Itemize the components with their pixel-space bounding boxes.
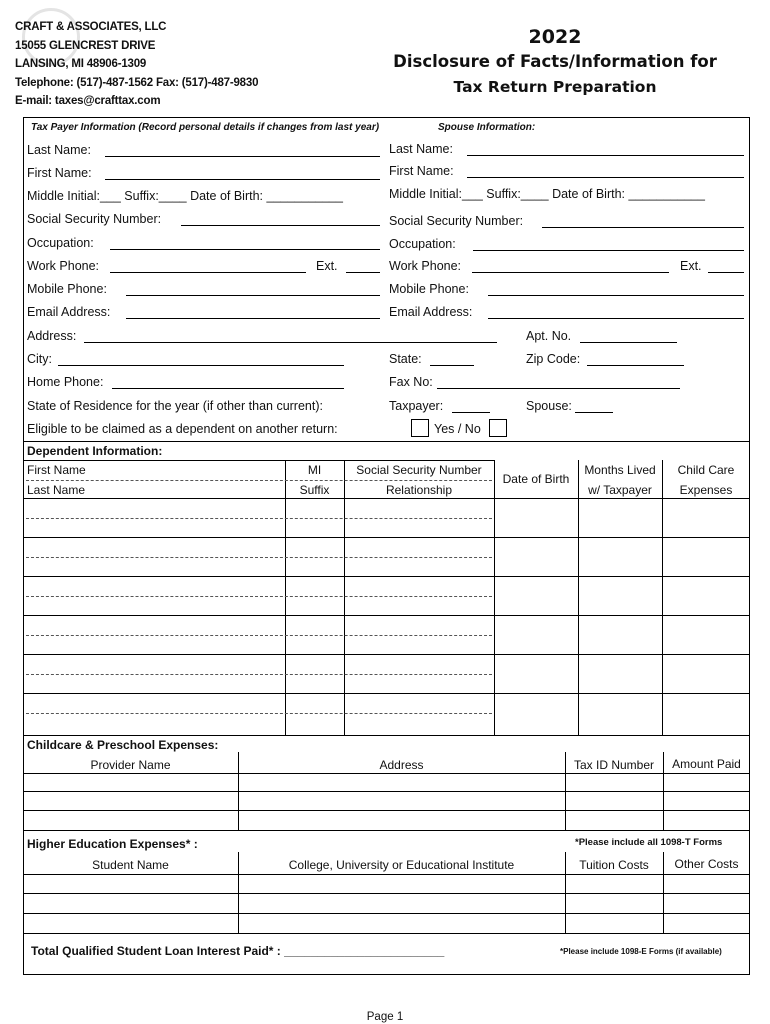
tp-first-name-label: First Name: (27, 166, 92, 180)
childcare-title: Childcare & Preschool Expenses: (27, 738, 219, 752)
sp-work-phone-field[interactable] (472, 272, 669, 273)
tp-ssn-label: Social Security Number: (27, 212, 162, 226)
page-number: Page 1 (366, 1011, 404, 1023)
dependents-title: Dependent Information: (27, 444, 163, 458)
ed-college-header: College, University or Educational Institute (288, 858, 515, 872)
firm-phone: Telephone: (517)-487-1562 Fax: (517)-487-9830 (15, 76, 259, 89)
tp-first-name-field[interactable] (105, 179, 380, 180)
dep-first-name-header: First Name (27, 463, 86, 477)
tp-work-phone-label: Work Phone: (27, 259, 100, 273)
firm-city: LANSING, MI 48906-1309 (15, 58, 147, 70)
tp-mobile-label: Mobile Phone: (27, 282, 107, 296)
ed-row-rule (23, 874, 750, 875)
firm-name: CRAFT & ASSOCIATES, LLC (15, 21, 167, 33)
residence-taxpayer-field[interactable] (452, 412, 490, 413)
student-loan-interest-field[interactable]: Total Qualified Student Loan Interest Paid* : ________________________ (31, 944, 445, 958)
home-phone-field[interactable] (112, 388, 344, 389)
student-loan-note: *Please include 1098-E Forms (if available) (560, 947, 722, 956)
dep-row-rule (23, 576, 750, 577)
dep-row-split (26, 516, 492, 519)
tp-ssn-field[interactable] (181, 225, 380, 226)
sp-last-name-label: Last Name: (389, 142, 453, 156)
ed-student-header: Student Name (92, 858, 169, 872)
dep-months-header-2: w/ Taxpayer (588, 483, 652, 497)
dep-row-split (26, 594, 492, 597)
cc-amount-header: Amount Paid (672, 757, 741, 771)
dep-suffix-header: Suffix (299, 483, 330, 497)
education-title: Higher Education Expenses* : (27, 837, 198, 851)
dep-header-rule (23, 460, 494, 461)
ed-tuition-header: Tuition Costs (579, 858, 649, 872)
dep-row-rule (23, 693, 750, 694)
sp-occupation-label: Occupation: (389, 237, 456, 251)
home-phone-label: Home Phone: (27, 375, 104, 389)
sp-work-phone-label: Work Phone: (389, 259, 462, 273)
dep-row-split (26, 555, 492, 558)
tp-last-name-field[interactable] (105, 156, 380, 157)
spouse-header: Spouse Information: (438, 122, 536, 133)
dependents-top-rule (23, 441, 750, 442)
education-note: *Please include all 1098-T Forms (575, 837, 723, 848)
residence-spouse-label: Spouse: (526, 399, 572, 413)
dep-dob-header: Date of Birth (502, 472, 570, 486)
residence-label: State of Residence for the year (if other than current): (27, 399, 323, 413)
cc-row-rule (23, 773, 750, 774)
dep-months-header-1: Months Lived (584, 463, 656, 477)
dep-care-header-1: Child Care (677, 463, 735, 477)
dep-header-split (26, 478, 492, 481)
dep-mi-header: MI (307, 463, 322, 477)
firm-street: 15055 GLENCREST DRIVE (15, 39, 156, 52)
form-subtitle: Tax Return Preparation (453, 78, 657, 96)
tp-last-name-label: Last Name: (27, 143, 91, 157)
state-label: State: (389, 352, 422, 366)
tp-occupation-label: Occupation: (27, 236, 94, 250)
firm-email: E-mail: taxes@crafttax.com (15, 95, 161, 107)
tp-email-label: Email Address: (27, 305, 111, 319)
tp-ext-label: Ext. (316, 259, 338, 273)
city-field[interactable] (58, 365, 344, 366)
dep-relationship-header: Relationship (385, 483, 453, 497)
tp-middle-initial-row[interactable]: Middle Initial:___ Suffix:____ Date of Birth: ___________ (27, 189, 343, 203)
tp-email-field[interactable] (126, 318, 380, 319)
sp-ssn-label: Social Security Number: (389, 214, 524, 228)
sp-mobile-label: Mobile Phone: (389, 282, 469, 296)
form-year: 2022 (528, 26, 582, 48)
sp-ssn-field[interactable] (542, 227, 744, 228)
state-field[interactable] (430, 365, 474, 366)
apt-field[interactable] (580, 342, 677, 343)
cc-address-header: Address (379, 758, 424, 772)
sp-email-field[interactable] (488, 318, 744, 319)
education-bottom-rule (23, 933, 750, 934)
dependents-bottom-rule (23, 735, 750, 736)
address-field[interactable] (84, 342, 497, 343)
sp-occupation-field[interactable] (473, 250, 744, 251)
tp-mobile-field[interactable] (126, 295, 380, 296)
form-title: Disclosure of Facts/Information for (393, 52, 717, 71)
sp-first-name-field[interactable] (467, 177, 744, 178)
dep-ssn-header: Social Security Number (356, 463, 482, 477)
dep-row-rule (23, 615, 750, 616)
no-checkbox[interactable] (489, 419, 507, 437)
tp-ext-field[interactable] (346, 272, 380, 273)
yes-no-label: Yes / No (434, 422, 481, 436)
sp-ext-field[interactable] (708, 272, 744, 273)
fax-field[interactable] (437, 388, 680, 389)
ed-row-rule (23, 913, 750, 914)
dep-row-rule (23, 537, 750, 538)
yes-checkbox[interactable] (411, 419, 429, 437)
cc-row-rule (23, 791, 750, 792)
cc-row-rule (23, 810, 750, 811)
sp-last-name-field[interactable] (467, 155, 744, 156)
sp-first-name-label: First Name: (389, 164, 454, 178)
residence-spouse-field[interactable] (575, 412, 613, 413)
cc-provider-header: Provider Name (90, 758, 171, 772)
zip-field[interactable] (587, 365, 684, 366)
dep-row-split (26, 633, 492, 636)
dependent-question: Eligible to be claimed as a dependent on another return: (27, 422, 338, 436)
ed-other-header: Other Costs (674, 857, 739, 871)
apt-label: Apt. No. (526, 329, 572, 343)
city-label: City: (27, 352, 52, 366)
ed-row-rule (23, 893, 750, 894)
tp-work-phone-field[interactable] (110, 272, 306, 273)
dep-row-split (26, 711, 492, 714)
dep-last-name-header: Last Name (27, 483, 86, 497)
sp-mobile-field[interactable] (488, 295, 744, 296)
sp-ext-label: Ext. (680, 259, 702, 273)
zip-label: Zip Code: (526, 352, 581, 366)
fax-label: Fax No: (389, 375, 433, 389)
cc-tax-id-header: Tax ID Number (573, 758, 655, 772)
tp-occupation-field[interactable] (110, 249, 380, 250)
address-label: Address: (27, 329, 77, 343)
dep-row-split (26, 672, 492, 675)
dep-care-header-2: Expenses (679, 483, 733, 497)
dep-row-rule (23, 498, 750, 499)
sp-middle-initial-row[interactable]: Middle Initial:___ Suffix:____ Date of Birth: ___________ (389, 187, 705, 201)
taxpayer-header: Tax Payer Information (Record personal details if changes from last year) (31, 122, 380, 133)
dep-row-rule (23, 654, 750, 655)
sp-email-label: Email Address: (389, 305, 473, 319)
firm-info (15, 18, 258, 111)
childcare-bottom-rule (23, 830, 750, 831)
residence-taxpayer-label: Taxpayer: (389, 399, 444, 413)
